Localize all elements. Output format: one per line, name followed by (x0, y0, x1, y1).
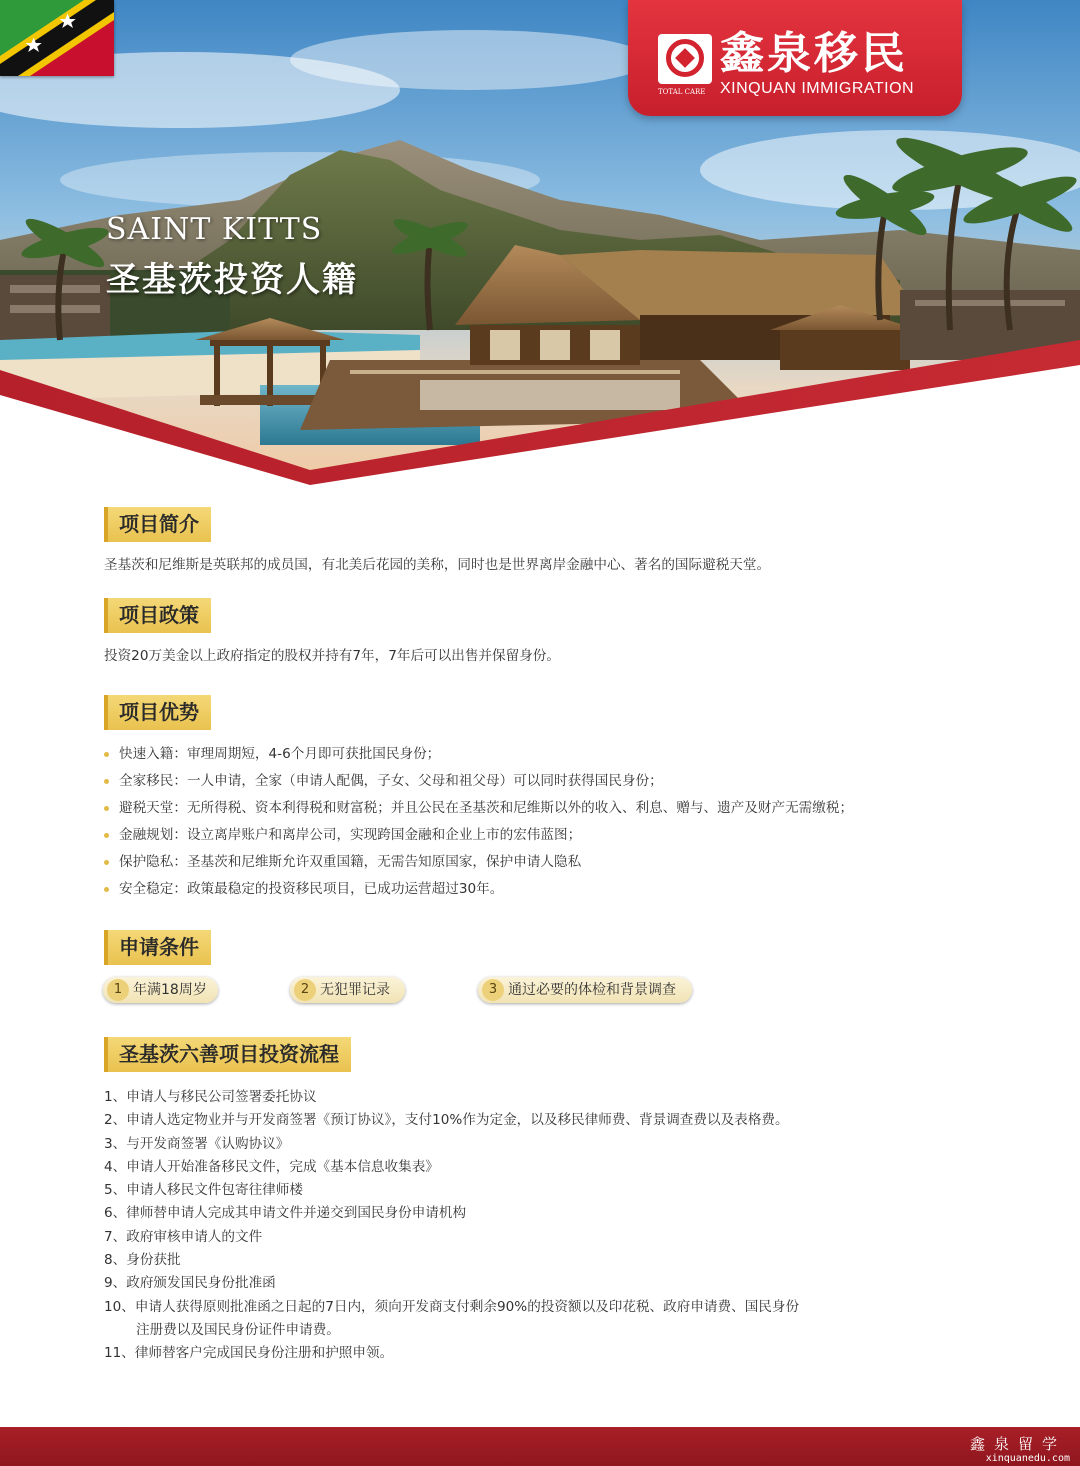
condition-text: 年满18周岁 (133, 982, 207, 998)
watermark-cn: 鑫泉留学 (969, 1435, 1066, 1453)
condition-number: 1 (107, 979, 129, 1001)
bullet-dot-icon (104, 752, 109, 757)
brand-name-en: XINQUAN IMMIGRATION (720, 80, 915, 97)
list-item: 保护隐私：圣基茨和尼维斯允许双重国籍，无需告知原国家，保护申请人隐私 (104, 852, 853, 879)
section-title-intro: 项目简介 (104, 507, 211, 542)
condition-number: 2 (294, 979, 316, 1001)
process-step: 9、政府颁发国民身份批准函 (104, 1275, 276, 1292)
watermark-url[interactable]: xinquanedu.com (985, 1453, 1070, 1464)
list-item: 安全稳定：政策最稳定的投资移民项目，已成功运营超过30年。 (104, 879, 853, 906)
condition-text: 无犯罪记录 (320, 982, 390, 998)
section-title-process: 圣基茨六善项目投资流程 (104, 1037, 351, 1072)
condition-pill-check (478, 977, 692, 1003)
saint-kitts-flag-icon (0, 0, 114, 76)
bullet-dot-icon (104, 779, 109, 784)
section-title-policy: 项目政策 (104, 598, 211, 633)
process-step: 7、政府审核申请人的文件 (104, 1228, 263, 1245)
intro-text: 圣基茨和尼维斯是英联邦的成员国，有北美后花园的美称，同时也是世界离岸金融中心、著名的国际避税天堂。 (104, 557, 771, 573)
process-step-continuation: 注册费以及国民身份证件申请费。 (136, 1321, 340, 1338)
process-step: 3、与开发商签署《认购协议》 (104, 1135, 290, 1152)
list-item: 快速入籍：审理周期短，4-6个月即可获批国民身份； (104, 744, 853, 771)
list-item: 金融规划：设立离岸账户和离岸公司，实现跨国金融和企业上市的宏伟蓝图； (104, 825, 853, 852)
condition-pill-record (290, 977, 405, 1003)
section-title-advantages: 项目优势 (104, 695, 211, 730)
section-title-conditions: 申请条件 (104, 930, 211, 965)
bullet-dot-icon (104, 887, 109, 892)
brand-tagline: TOTAL CARE (658, 88, 706, 96)
hero-banner (0, 0, 1080, 485)
footer-band (0, 1427, 1080, 1466)
hero-title-cn: 圣基茨投资人籍 (106, 260, 358, 300)
process-step: 2、申请人选定物业并与开发商签署《预订协议》，支付10%作为定金，以及移民律师费、背景调查费以及表格费。 (104, 1112, 789, 1129)
bullet-dot-icon (104, 860, 109, 865)
policy-text: 投资20万美金以上政府指定的股权并持有7年，7年后可以出售并保留身份。 (104, 648, 560, 664)
list-item: 避税天堂：无所得税、资本利得税和财富税；并且公民在圣基茨和尼维斯以外的收入、利息、赠与、遗产及财产无需缴税； (104, 798, 853, 825)
process-list (104, 1086, 799, 1366)
condition-pill-age (103, 977, 218, 1003)
process-step: 11、律师替客户完成国民身份注册和护照申领。 (104, 1345, 394, 1362)
brand-name-cn: 鑫泉移民 (720, 28, 908, 79)
process-step: 1、申请人与移民公司签署委托协议 (104, 1089, 317, 1105)
brand-logo-box[interactable] (628, 0, 962, 116)
process-step: 4、申请人开始准备移民文件，完成《基本信息收集表》 (104, 1158, 439, 1175)
advantages-list (104, 744, 853, 906)
process-step: 10、申请人获得原则批准函之日起的7日内，须向开发商支付剩余90%的投资额以及印花税、政府申请费、国民身份 (104, 1298, 800, 1315)
process-step: 6、律师替申请人完成其申请文件并递交到国民身份申请机构 (104, 1205, 467, 1222)
condition-number: 3 (482, 979, 504, 1001)
list-item: 全家移民：一人申请，全家（申请人配偶，子女、父母和祖父母）可以同时获得国民身份； (104, 771, 853, 798)
bullet-dot-icon (104, 806, 109, 811)
hero-title-en: SAINT KITTS (106, 212, 323, 247)
process-step: 5、申请人移民文件包寄往律师楼 (104, 1182, 303, 1199)
brand-logo-icon (658, 34, 712, 84)
condition-text: 通过必要的体检和背景调查 (508, 982, 676, 998)
process-step: 8、身份获批 (104, 1252, 181, 1269)
bullet-dot-icon (104, 833, 109, 838)
